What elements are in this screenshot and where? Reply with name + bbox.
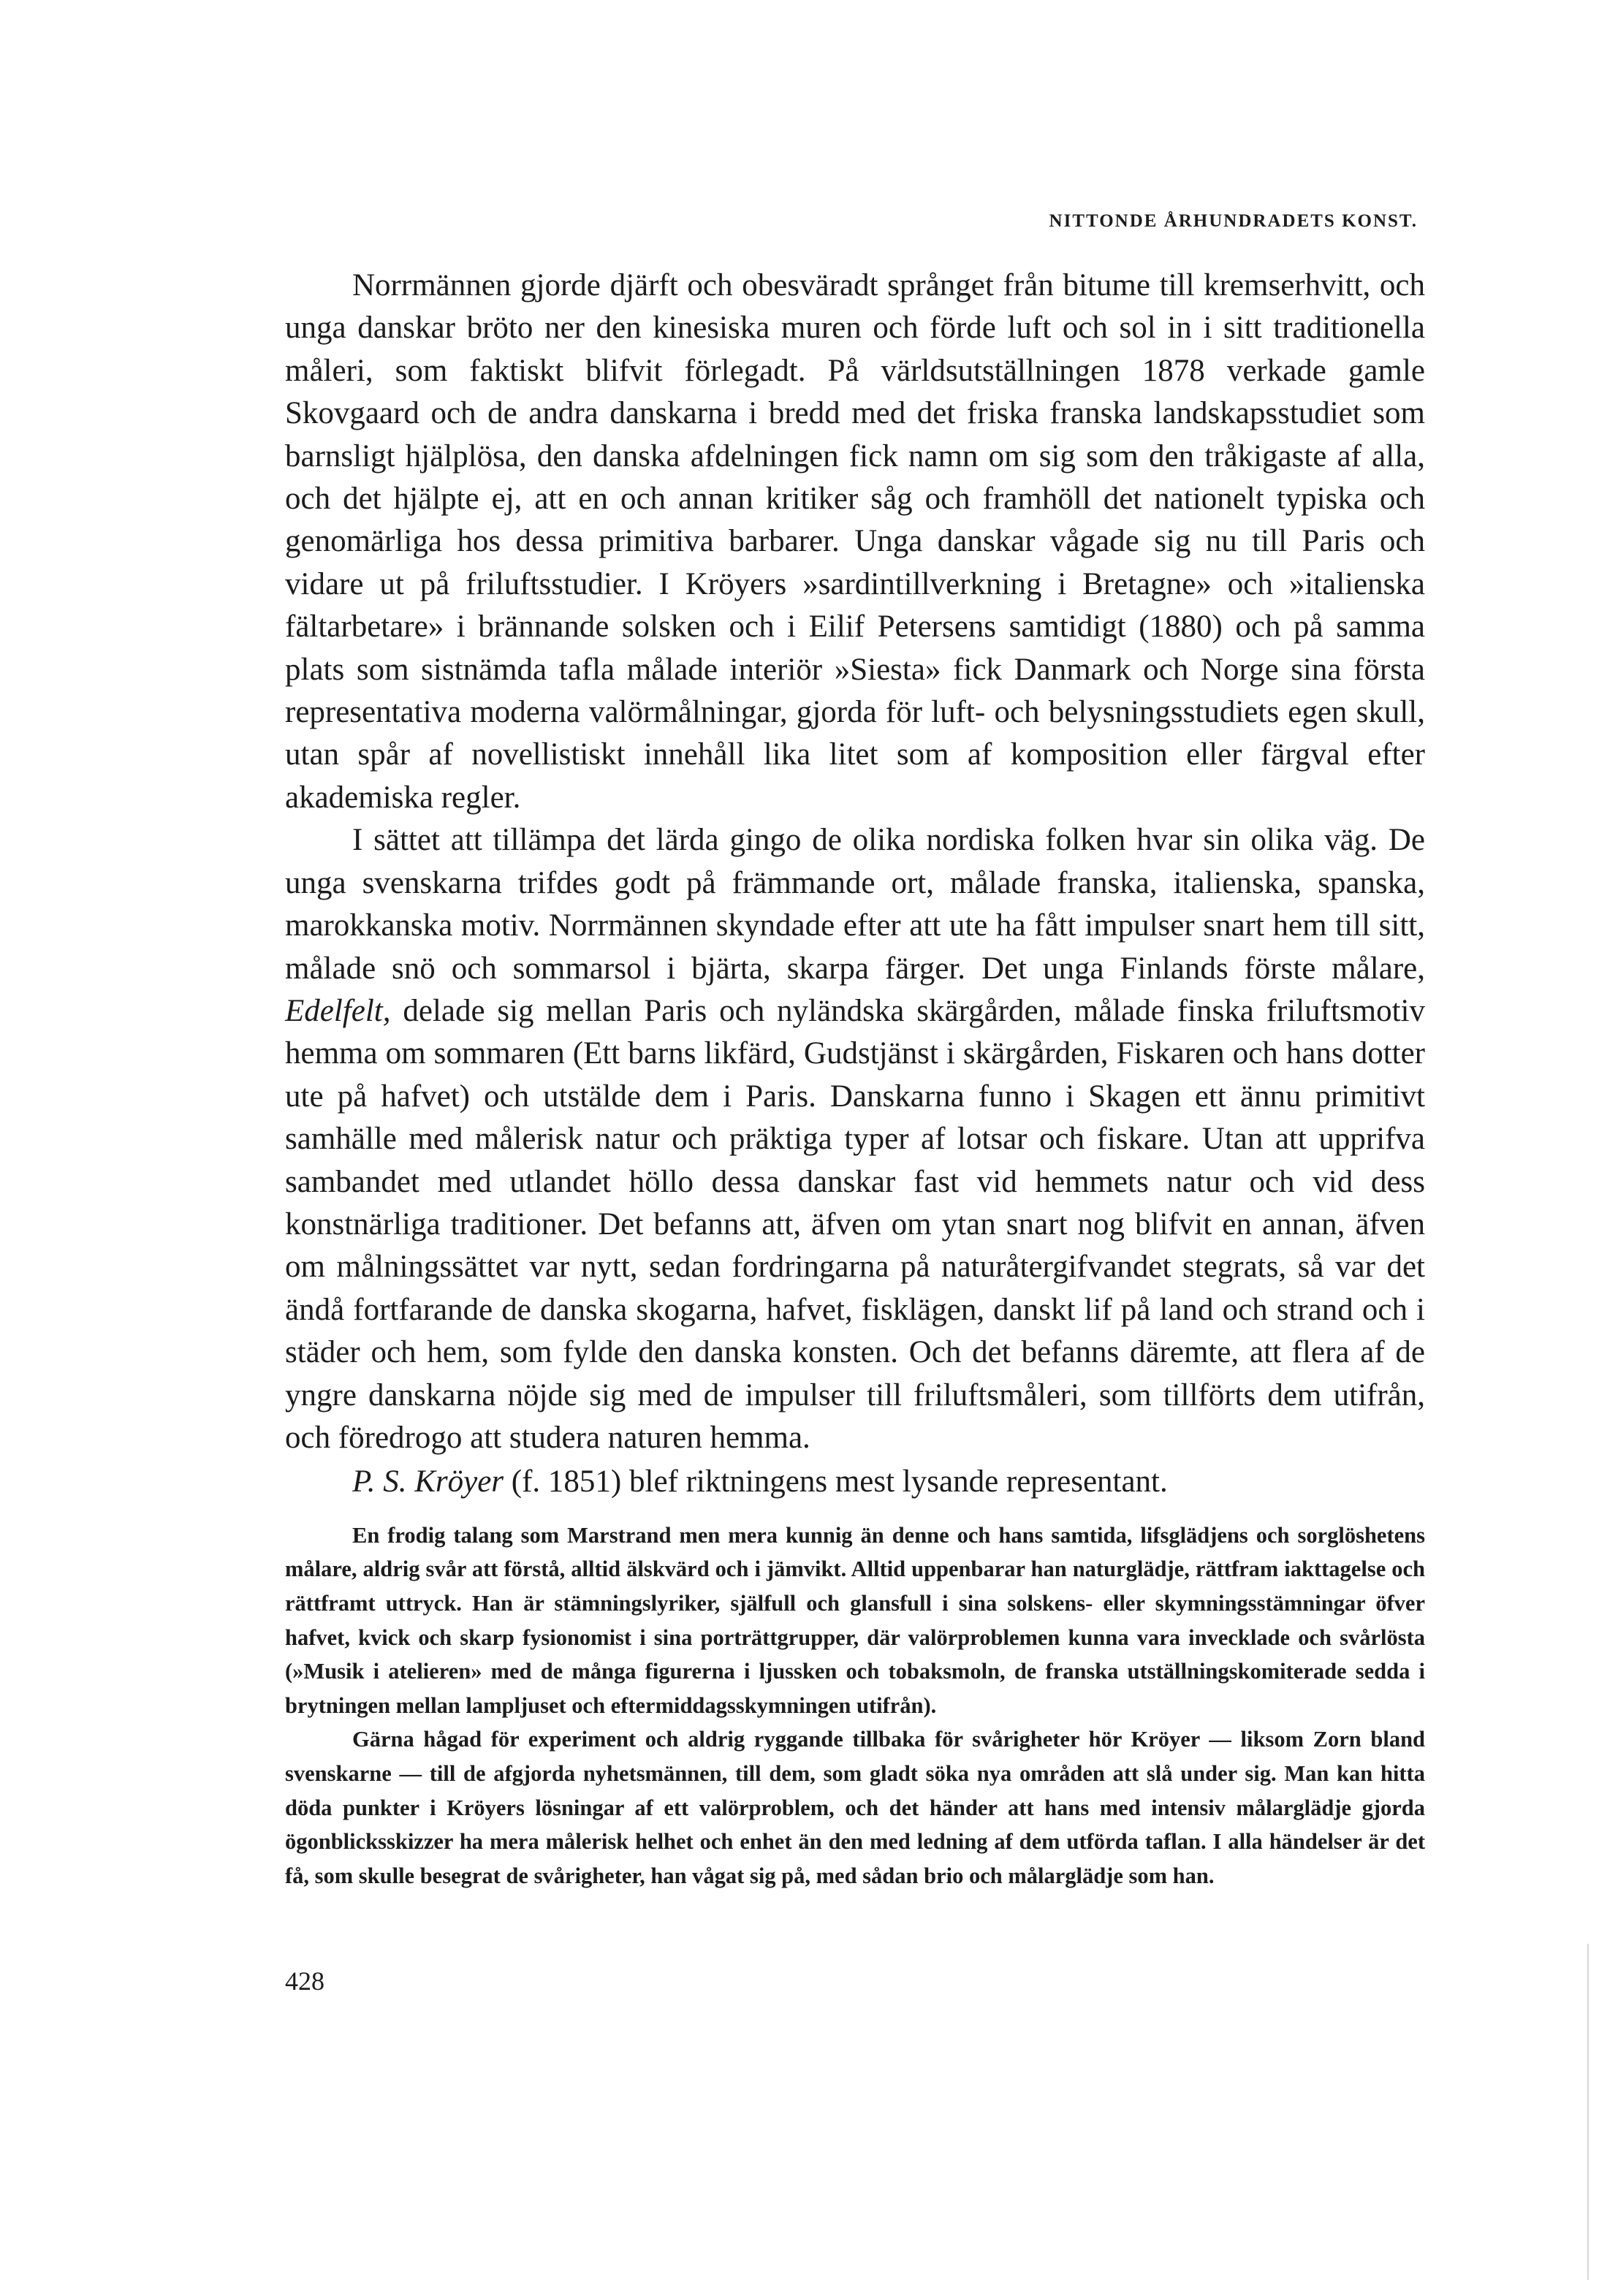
artist-name-kroyer: P. S. Kröyer — [352, 1464, 504, 1499]
small-print-section — [285, 1518, 1425, 1893]
body-paragraph-3 — [285, 1461, 1425, 1503]
small-print-paragraph-2: Gärna hågad för experiment och aldrig ryggande tillbaka för svårigheter hör Kröyer — liksom Zorn bland svenskarne — till de afgjorda nyhetsmännen, till dem, som gladt söka nya områden att slå under sig. Man kan hitta döda punkter i Kröyers lösningar af ett valörproblem, och det händer att hans med intensiv målarglädje gjorda ögonblicksskizzer ha mera målerisk helhet och enhet än den med ledning af dem utförda taflan. I alla händelser är det få, som skulle besegrat de svårigheter, han vågat sig på, med sådan brio och målarglädje som han. — [285, 1727, 1425, 1888]
artist-name-edelfelt: Edelfelt, — [285, 993, 391, 1028]
body-paragraph-2-text-b: delade sig mellan Paris och nyländska skärgården, målade finska friluftsmotiv hemma om sommaren (Ett barns likfärd, Gudstjänst i skärgården, Fiskaren och hans dotter ute på hafvet) och utstälde dem i Paris. Danskarna funno i Skagen ett ännu primitivt samhälle med målerisk natur och präktiga typer af lotsar och fiskare. Utan att upprifva sambandet med utlandet höllo dessa danskar fast vid hemmets natur och vid dess konstnärliga traditioner. Det befanns att, äfven om ytan snart nog blifvit en annan, äfven om målningssättet var nytt, sedan fordringarna på naturåtergifvandet stegrats, så var det ändå fortfarande de danska skogarna, hafvet, fisklägen, danskt lif på land och strand och i städer och hem, som fylde den danska konsten. Och det befanns däremte, att flera af de yngre danskarna nöjde sig med de impulser till friluftsmåleri, som tillförts dem utifrån, och föredrogo att studera naturen hemma. — [285, 993, 1425, 1455]
small-print-paragraph-1: En frodig talang som Marstrand men mera kunnig än denne och hans samtida, lifsglädjens och sorglöshetens målare, aldrig svår att förstå, alltid älskvärd och i jämvikt. Alltid uppenbarar han naturglädje, rättfram iakttagelse och rättframt uttryck. Han är stämningslyriker, själfull och glansfull i sina solskens- eller skymningsstämningar öfver hafvet, kvick och skarp fysionomist i sina porträttgrupper, där valörproblemen kunna vara invecklade och svårlösta (»Musik i atelieren» med de många figurerna i ljussken och tobaksmoln, de franska utställningskomiterade sedda i brytningen mellan lampljuset och eftermiddagsskymningen utifrån). — [285, 1522, 1425, 1718]
page-number: 428 — [285, 1966, 324, 1996]
body-paragraph-2-text-a: I sättet att tillämpa det lärda gingo de olika nordiska folken hvar sin olika väg. De unga svenskarna trifdes godt på främmande ort, målade franska, italienska, spanska, marokkanska motiv. Norrmännen skyndade efter att ute ha fått impulser snart hem till sitt, målade snö och sommarsol i bjärta, skarpa färger. Det unga Finlands förste målare, — [285, 823, 1425, 986]
body-paragraph-1: Norrmännen gjorde djärft och obesväradt språnget från bitume till kremserhvitt, och unga danskar bröto ner den kinesiska muren och förde luft och sol in i sitt traditionella måleri, som faktiskt blifvit förlegadt. På världsutställningen 1878 verkade gamle Skovgaard och de andra danskarna i bredd med det friska franska landskapsstudiet som barnsligt hjälplösa, den danska afdelningen fick namn om sig som den tråkigaste af alla, och det hjälpte ej, att en och annan kritiker såg och framhöll det nationelt typiska och genomärliga hos dessa primitiva barbarer. Unga danskar vågade sig nu till Paris och vidare ut på friluftsstudier. I Kröyers »sardintillverkning i Bretagne» och »italienska fältarbetare» i brännande solsken och i Eilif Petersens samtidigt (1880) och på samma plats som sistnämda tafla målade interiör »Siesta» fick Danmark och Norge sina första representativa moderna valörmålningar, gjorda för luft- och belysningsstudiets egen skull, utan spår af novellistiskt innehåll lika litet som af komposition eller färgval efter akademiska regler. — [285, 268, 1425, 815]
body-paragraph-3-text: (f. 1851) blef riktningens mest lysande representant. — [504, 1464, 1168, 1499]
running-head: NITTONDE ÅRHUNDRADETS KONST. — [1049, 211, 1418, 231]
scan-edge-line — [1587, 1944, 1589, 2280]
body-paragraph-2 — [285, 819, 1425, 1459]
main-text — [285, 265, 1425, 1893]
